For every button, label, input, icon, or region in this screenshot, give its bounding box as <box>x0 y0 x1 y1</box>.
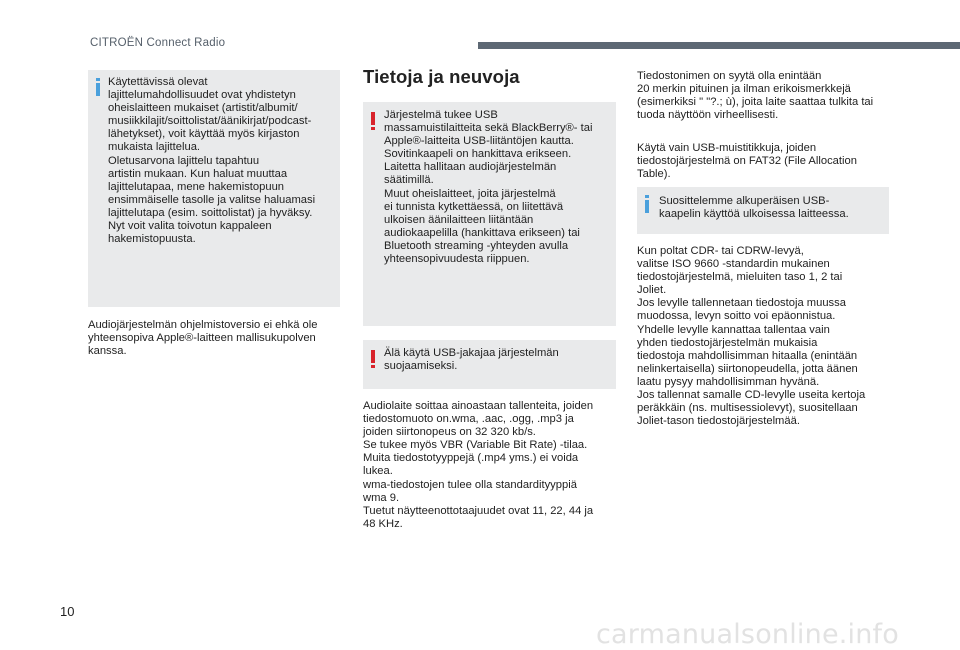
info-box-sorting <box>88 70 340 307</box>
left-paragraph-apple: Audiojärjestelmän ohjelmistoversio ei ehkä ole yhteensopiva Apple®-laitteen mallisukupolven kanssa. <box>88 319 318 358</box>
right-paragraph-fat32: Käytä vain USB-muistitikkuja, joiden tiedostojärjestelmä on FAT32 (File Allocation Table). <box>637 142 857 181</box>
info-box-cable <box>637 187 889 234</box>
info-icon <box>645 200 649 213</box>
page-number: 10 <box>60 604 75 619</box>
right-paragraph-filenames: Tiedostonimen on syytä olla enintään 20 merkin pituinen ja ilman erikoismerkkejä (esimerkiksi " "?.; ù), joita laite saattaa tulkita tai tuoda näyttöön virheellisesti. <box>637 70 874 122</box>
section-title: Tietoja ja neuvoja <box>363 66 520 87</box>
warning-icon <box>371 350 375 363</box>
warning-box-usb-text: Järjestelmä tukee USB massamuistilaitteita sekä BlackBerry®- tai Apple®-laitteita USB-liitäntöjen kautta. Sovitinkaapeli on hankittava erikseen. Laitetta hallitaan audiojärjestelmän säätimillä. Muut oheislaitteet, joita järjestelmä ei tunnista kytkettäessä, on liitettävä ulkoisen äänilaitteen liitäntään audiokaapelilla (hankittava erikseen) tai Bluetooth streaming -yhteyden avulla yhteensopivuudesta riippuen. <box>384 109 593 266</box>
warning-icon <box>371 112 375 125</box>
header-title: CITROËN Connect Radio <box>90 37 226 49</box>
info-icon <box>96 83 100 96</box>
info-box-cable-text: Suosittelemme alkuperäisen USB- kaapelin käyttöä ulkoisessa laitteessa. <box>659 195 849 221</box>
info-box-sorting-text: Käytettävissä olevat lajittelumahdollisuudet ovat yhdistetyn oheislaitteen mukaiset (artistit/albumit/ musiikkilajit/soittolistat/äänikirjat/podcast- lähetykset), voit käyttää myös kirjaston mukaista lajittelua. Oletusarvona lajittelu tapahtuu artistin mukaan. Kun haluat muuttaa lajittelutapaa, mene hakemistopuun ensimmäiselle tasolle ja valitse haluamasi lajittelutapa (esim. soittolistat) ja hyväksy. Nyt voit valita toivotun kappaleen hakemistopuusta. <box>108 76 316 246</box>
warning-box-usb <box>363 102 616 326</box>
middle-paragraph-formats: Audiolaite soittaa ainoastaan tallenteita, joiden tiedostomuoto on.wma, .aac, .ogg, .mp3 ja joiden siirtonopeus on 32 320 kb/s. Se tukee myös VBR (Variable Bit Rate) -tilaa. Muita tiedostotyyppejä (.mp4 yms.) ei voida lukea. wma-tiedostojen tulee olla standardityyppiä wma 9. Tuetut näytteenottotaajuudet ovat 11, 22, 44 ja 48 KHz. <box>363 400 594 530</box>
warning-box-hub-text: Älä käytä USB-jakajaa järjestelmän suojaamiseksi. <box>384 347 559 373</box>
watermark: carmanualsonline.info <box>596 619 899 650</box>
warning-box-hub <box>363 340 616 389</box>
right-paragraph-cd: Kun poltat CDR- tai CDRW-levyä, valitse ISO 9660 -standardin mukainen tiedostojärjestelmä, mieluiten taso 1, 2 tai Joliet. Jos levylle tallennetaan tiedostoja muussa muodossa, levyn soitto voi epäonnistua. Yhdelle levylle kannattaa tallentaa vain yhden tiedostojärjestelmän mukaisia tiedostoja mahdollisimman hitaalla (enintään nelinkertaisella) siirtonopeudella, jotta äänen laatu pysyy mahdollisimman hyvänä. Jos tallennat samalle CD-levylle useita kertoja peräkkäin (ns. multisessiolevyt), suositellaan Joliet-tason tiedostojärjestelmää. <box>637 245 866 428</box>
header-bar <box>478 42 960 49</box>
